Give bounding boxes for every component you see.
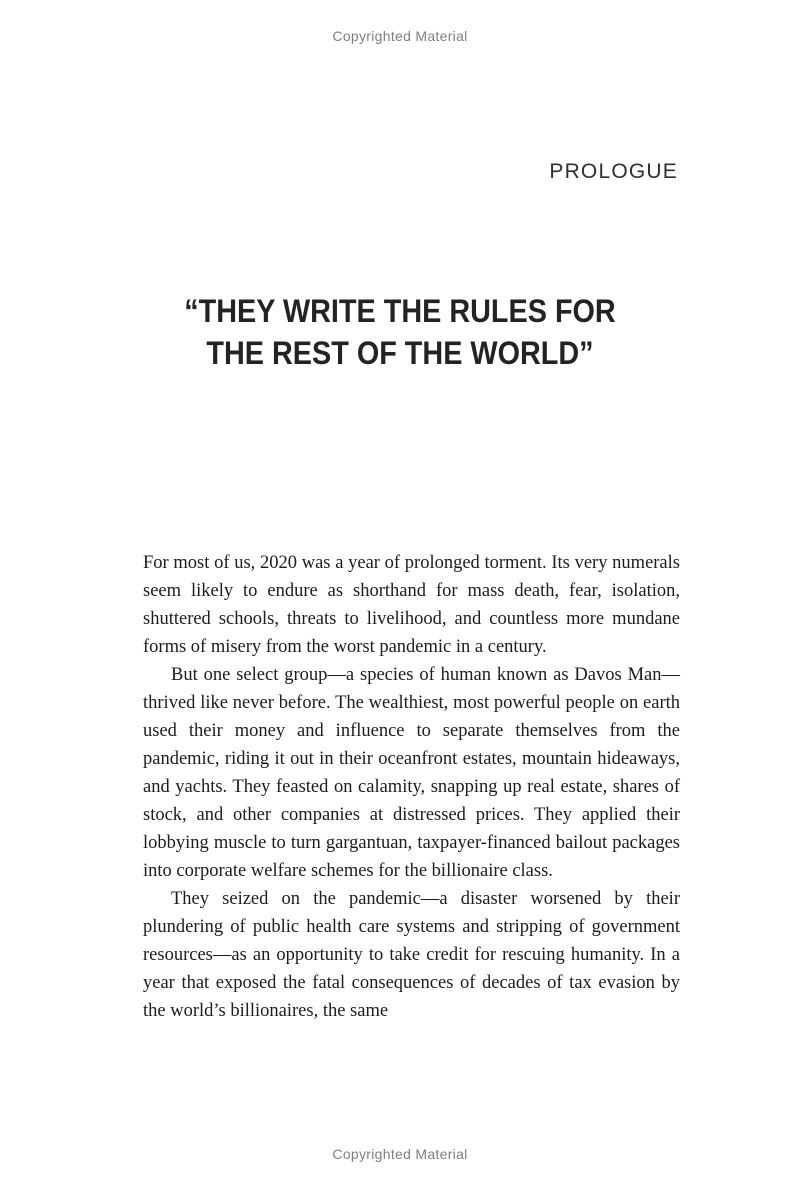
copyright-watermark-bottom: Copyrighted Material (332, 1146, 468, 1162)
body-paragraph-1: For most of us, 2020 was a year of prolonged torment. Its very numerals seem likely to endure as shorthand for mass death, fear, isolation, shuttered schools, threats to livelihood, and countless more mundane forms of misery from the worst pandemic in a century. (143, 553, 680, 657)
body-paragraph-3: They seized on the pandemic—a disaster worsened by their plundering of public health care systems and stripping of government resources—as an opportunity to take credit for rescuing humanity. In a year that exposed the fatal consequences of decades of tax evasion by the world’s billionaires, the same (143, 889, 680, 1021)
page-body (143, 549, 680, 1025)
chapter-title-line2: THE REST OF THE WORLD” (206, 335, 594, 371)
section-label-prologue: PROLOGUE (549, 160, 678, 183)
chapter-title (40, 290, 760, 374)
chapter-title-line1: “THEY WRITE THE RULES FOR (184, 293, 616, 329)
copyright-watermark-top: Copyrighted Material (332, 28, 468, 44)
body-paragraph-2: But one select group—a species of human known as Davos Man—thrived like never before. The wealthiest, most powerful people on earth used their money and influence to separate themselves from the pandemic, riding it out in their oceanfront estates, mountain hideaways, and yachts. They feasted on calamity, snapping up real estate, shares of stock, and other companies at distressed prices. They applied their lobbying muscle to turn gargantuan, taxpayer-financed bailout packages into corporate welfare schemes for the billionaire class. (143, 665, 680, 881)
